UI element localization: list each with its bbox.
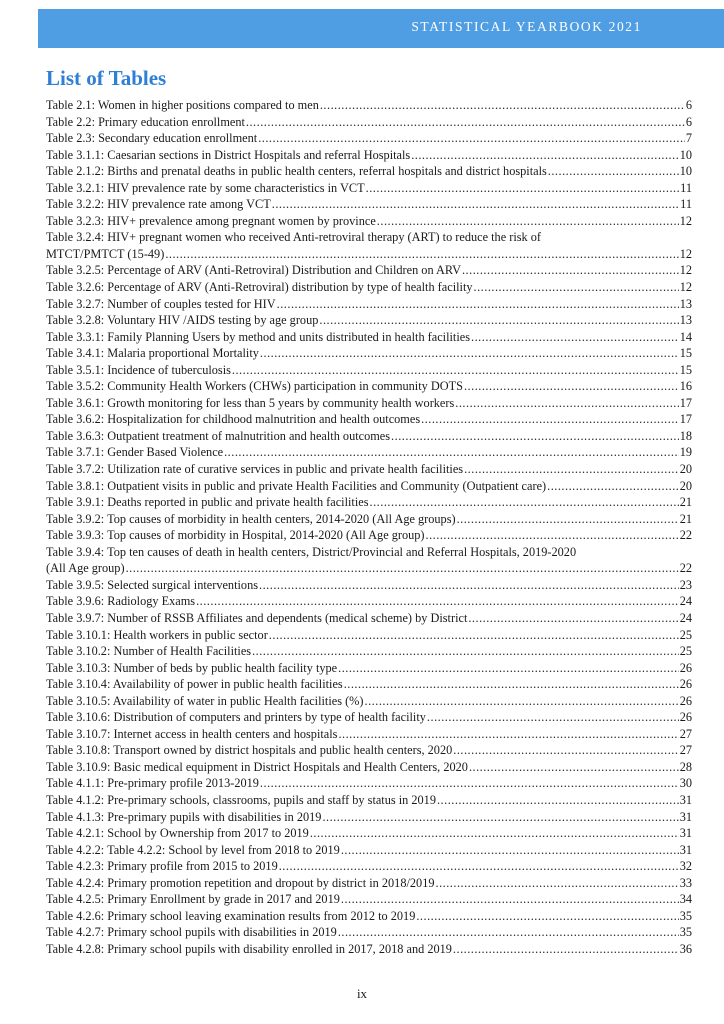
toc-entry[interactable] xyxy=(46,428,692,445)
toc-entry[interactable] xyxy=(46,130,692,147)
toc-entry-title: Table 3.4.1: Malaria proportional Mortality xyxy=(46,346,259,361)
toc-entry-page: 26 xyxy=(679,693,692,708)
toc-entry-title: Table 3.7.2: Utilization rate of curative services in public and private health facilities xyxy=(46,462,464,477)
toc-entry[interactable] xyxy=(46,825,692,842)
toc-entry-page: 31 xyxy=(679,826,692,841)
toc-entry[interactable] xyxy=(46,643,692,660)
toc-entry[interactable] xyxy=(46,279,692,296)
toc-entry-title: Table 3.10.2: Number of Health Facilities xyxy=(46,644,252,659)
toc-entry-title: Table 3.10.8: Transport owned by district hospitals and public health centers, 2020 xyxy=(46,743,453,758)
toc-entry-page: 23 xyxy=(679,577,692,592)
toc-entry-title: Table 3.9.1: Deaths reported in public and private health facilities xyxy=(46,495,369,510)
toc-entry-page: 12 xyxy=(679,213,692,228)
toc-entry[interactable] xyxy=(46,693,692,710)
toc-entry[interactable] xyxy=(46,775,692,792)
toc-entry[interactable] xyxy=(46,494,692,511)
toc-dot-leader xyxy=(411,147,679,164)
toc-entry[interactable] xyxy=(46,97,692,114)
toc-entry-title: Table 4.1.3: Pre-primary pupils with disabilities in 2019 xyxy=(46,809,322,824)
toc-entry[interactable] xyxy=(46,180,692,197)
toc-dot-leader xyxy=(338,726,678,743)
toc-entry-title: Table 3.9.5: Selected surgical interventions xyxy=(46,577,259,592)
toc-entry-page: 36 xyxy=(679,941,692,956)
toc-dot-leader xyxy=(258,130,685,147)
toc-dot-leader xyxy=(260,345,679,362)
toc-entry[interactable] xyxy=(46,742,692,759)
toc-dot-leader xyxy=(196,593,679,610)
toc-entry[interactable] xyxy=(46,924,692,941)
toc-entry-page: 22 xyxy=(679,561,692,576)
toc-entry-title: Table 3.6.2: Hospitalization for childhood malnutrition and health outcomes xyxy=(46,412,421,427)
toc-dot-leader xyxy=(341,891,679,908)
toc-entry-title: Table 4.2.1: School by Ownership from 2017 to 2019 xyxy=(46,826,309,841)
toc-entry[interactable] xyxy=(46,891,692,908)
toc-dot-leader xyxy=(548,163,679,180)
toc-entry-page: 20 xyxy=(679,462,692,477)
toc-entry-title: Table 3.8.1: Outpatient visits in public and private Health Facilities and Community (Outpatient care) xyxy=(46,478,547,493)
toc-entry-title: Table 2.2: Primary education enrollment xyxy=(46,114,245,129)
toc-entry-page: 12 xyxy=(679,280,692,295)
page-title: List of Tables xyxy=(46,66,167,90)
toc-entry-page: 35 xyxy=(679,925,692,940)
toc-entry-page: 31 xyxy=(679,792,692,807)
toc-dot-leader xyxy=(437,792,679,809)
toc-dot-leader xyxy=(310,825,679,842)
toc-entry[interactable] xyxy=(46,726,692,743)
toc-entry-title: Table 3.9.6: Radiology Exams xyxy=(46,594,196,609)
toc-entry-title: Table 3.1.1: Caesarian sections in District Hospitals and referral Hospitals xyxy=(46,147,411,162)
toc-entry-title: Table 4.2.5: Primary Enrollment by grade in 2017 and 2019 xyxy=(46,892,340,907)
toc-entry-page: 34 xyxy=(679,892,692,907)
toc-entry-title: Table 3.2.5: Percentage of ARV (Anti-Retroviral) Distribution and Children on ARV xyxy=(46,263,461,278)
toc-entry-title: Table 4.2.2: Table 4.2.2: School by level from 2018 to 2019 xyxy=(46,842,340,857)
toc-entry-page: 32 xyxy=(679,859,692,874)
toc-entry[interactable] xyxy=(46,560,692,577)
toc-entry[interactable] xyxy=(46,362,692,379)
toc-entry-title: Table 3.2.8: Voluntary HIV /AIDS testing by age group xyxy=(46,313,319,328)
toc-dot-leader xyxy=(468,610,678,627)
toc-entry[interactable] xyxy=(46,378,692,395)
toc-entry-page: 26 xyxy=(679,660,692,675)
toc-entry[interactable] xyxy=(46,461,692,478)
toc-entry-title: Table 3.5.1: Incidence of tuberculosis xyxy=(46,362,231,377)
toc-entry[interactable] xyxy=(46,809,692,826)
toc-dot-leader xyxy=(547,478,679,495)
toc-entry-page: 7 xyxy=(685,131,692,146)
toc-dot-leader xyxy=(319,312,678,329)
toc-dot-leader xyxy=(272,196,679,213)
toc-entry[interactable] xyxy=(46,941,692,958)
toc-entry-page: 24 xyxy=(679,610,692,625)
toc-dot-leader xyxy=(474,279,679,296)
toc-entry-title: Table 3.10.5: Availability of water in public Health facilities (%) xyxy=(46,693,364,708)
toc-entry-title: Table 3.10.4: Availability of power in public health facilities xyxy=(46,677,343,692)
toc-entry-page: 11 xyxy=(680,197,692,212)
toc-entry-title: Table 3.10.1: Health workers in public sector xyxy=(46,627,268,642)
toc-entry-title: Table 4.2.8: Primary school pupils with disability enrolled in 2017, 2018 and 2019 xyxy=(46,941,452,956)
toc-entry[interactable] xyxy=(46,842,692,859)
toc-entry-page: 10 xyxy=(679,147,692,162)
toc-dot-leader xyxy=(436,875,679,892)
toc-entry-page: 15 xyxy=(679,346,692,361)
toc-dot-leader xyxy=(232,362,679,379)
toc-entry-title: (All Age group) xyxy=(46,561,125,576)
toc-entry-page: 12 xyxy=(679,246,692,261)
toc-entry[interactable] xyxy=(46,163,692,180)
toc-entry[interactable] xyxy=(46,792,692,809)
table-of-contents xyxy=(46,97,692,957)
toc-entry[interactable] xyxy=(46,246,692,263)
toc-dot-leader xyxy=(427,709,679,726)
toc-dot-leader xyxy=(416,908,678,925)
toc-entry-page: 18 xyxy=(679,428,692,443)
toc-dot-leader xyxy=(469,759,679,776)
toc-entry[interactable] xyxy=(46,676,692,693)
toc-entry-title: Table 3.7.1: Gender Based Violence xyxy=(46,445,224,460)
toc-entry-page: 13 xyxy=(679,296,692,311)
toc-entry-page: 12 xyxy=(679,263,692,278)
toc-entry[interactable] xyxy=(46,114,692,131)
toc-entry-title: Table 3.10.7: Internet access in health centers and hospitals xyxy=(46,726,338,741)
toc-entry-page: 35 xyxy=(679,908,692,923)
toc-entry-page: 27 xyxy=(679,726,692,741)
toc-entry-page: 28 xyxy=(679,759,692,774)
toc-entry-first-line[interactable]: Table 3.9.4: Top ten causes of death in health centers, District/Provincial and Referral Hospitals, 2019-2020 xyxy=(46,544,577,559)
toc-entry-title: Table 3.2.7: Number of couples tested for HIV xyxy=(46,296,276,311)
toc-dot-leader xyxy=(464,378,679,395)
toc-dot-leader xyxy=(462,262,679,279)
toc-dot-leader xyxy=(391,428,679,445)
toc-entry[interactable] xyxy=(46,329,692,346)
toc-dot-leader xyxy=(453,742,678,759)
toc-entry[interactable] xyxy=(46,262,692,279)
toc-entry-page: 14 xyxy=(679,329,692,344)
toc-entry-page: 6 xyxy=(685,98,692,112)
toc-entry[interactable] xyxy=(46,858,692,875)
toc-entry-title: MTCT/PMTCT (15-49) xyxy=(46,246,165,261)
toc-entry[interactable] xyxy=(46,709,692,726)
toc-entry-title: Table 3.9.3: Top causes of morbidity in Hospital, 2014-2020 (All Age group) xyxy=(46,528,425,543)
toc-entry[interactable] xyxy=(46,511,692,528)
page-number: ix xyxy=(356,986,368,1001)
toc-entry-page: 31 xyxy=(679,842,692,857)
toc-entry-page: 13 xyxy=(679,313,692,328)
toc-entry[interactable] xyxy=(46,395,692,412)
toc-dot-leader xyxy=(279,858,679,875)
toc-entry-page: 26 xyxy=(679,677,692,692)
header-title: STATISTICAL YEARBOOK 2021 xyxy=(411,19,642,34)
toc-entry-page: 17 xyxy=(679,395,692,410)
toc-entry-page: 30 xyxy=(679,776,692,791)
toc-entry[interactable] xyxy=(46,527,692,544)
toc-dot-leader xyxy=(453,941,679,958)
toc-entry-page: 17 xyxy=(679,412,692,427)
toc-entry[interactable] xyxy=(46,610,692,627)
toc-entry-page: 21 xyxy=(679,495,692,510)
toc-dot-leader xyxy=(277,296,679,313)
toc-entry-title: Table 3.10.9: Basic medical equipment in District Hospitals and Health Centers, 2020 xyxy=(46,759,468,774)
toc-entry-page: 15 xyxy=(679,362,692,377)
toc-entry[interactable] xyxy=(46,444,692,461)
toc-entry[interactable] xyxy=(46,875,692,892)
toc-entry-title: Table 3.2.2: HIV prevalence rate among VCT xyxy=(46,197,271,212)
toc-dot-leader xyxy=(259,577,679,594)
toc-entry-page: 24 xyxy=(679,594,692,609)
toc-entry[interactable] xyxy=(46,660,692,677)
toc-entry-page: 33 xyxy=(679,875,692,890)
toc-entry-page: 16 xyxy=(679,379,692,394)
toc-dot-leader xyxy=(455,395,678,412)
toc-entry-title: Table 3.9.7: Number of RSSB Affiliates and dependents (medical scheme) by District xyxy=(46,610,468,625)
toc-dot-leader xyxy=(165,246,678,263)
toc-entry[interactable] xyxy=(46,196,692,213)
toc-entry-title: Table 4.2.7: Primary school pupils with disabilities in 2019 xyxy=(46,925,337,940)
toc-dot-leader xyxy=(421,411,679,428)
toc-dot-leader xyxy=(464,461,679,478)
toc-entry[interactable] xyxy=(46,312,692,329)
toc-entry-page: 21 xyxy=(679,511,692,526)
toc-dot-leader xyxy=(338,924,679,941)
toc-dot-leader xyxy=(224,444,679,461)
toc-entry[interactable] xyxy=(46,296,692,313)
toc-entry[interactable] xyxy=(46,759,692,776)
toc-entry-page: 11 xyxy=(680,180,692,195)
toc-dot-leader xyxy=(457,511,679,528)
toc-entry-title: Table 3.2.6: Percentage of ARV (Anti-Retroviral) distribution by type of health facility xyxy=(46,280,473,295)
toc-entry[interactable] xyxy=(46,627,692,644)
toc-dot-leader xyxy=(471,329,679,346)
toc-dot-leader xyxy=(377,213,679,230)
toc-dot-leader xyxy=(426,527,679,544)
toc-entry-title: Table 3.2.1: HIV prevalence rate by some characteristics in VCT xyxy=(46,180,365,195)
toc-entry-title: Table 3.3.1: Family Planning Users by method and units distributed in health facilities xyxy=(46,329,471,344)
toc-entry[interactable] xyxy=(46,213,692,230)
toc-entry[interactable] xyxy=(46,345,692,362)
toc-entry[interactable] xyxy=(46,577,692,594)
toc-dot-leader xyxy=(320,97,685,114)
toc-dot-leader xyxy=(252,643,679,660)
toc-entry-title: Table 3.10.6: Distribution of computers and printers by type of health facility xyxy=(46,710,426,725)
toc-entry-title: Table 3.6.1: Growth monitoring for less than 5 years by community health workers xyxy=(46,395,455,410)
toc-entry-page: 19 xyxy=(679,445,692,460)
toc-entry-page: 31 xyxy=(679,809,692,824)
toc-entry-title: Table 3.10.3: Number of beds by public health facility type xyxy=(46,660,338,675)
toc-entry-title: Table 4.2.3: Primary profile from 2015 to 2019 xyxy=(46,859,278,874)
toc-entry-title: Table 4.1.2: Pre-primary schools, classrooms, pupils and staff by status in 2019 xyxy=(46,792,436,807)
toc-entry-title: Table 2.1: Women in higher positions compared to men xyxy=(46,98,319,112)
toc-dot-leader xyxy=(246,114,685,131)
toc-entry-title: Table 2.1.2: Births and prenatal deaths in public health centers, referral hospitals and district hospitals xyxy=(46,164,547,179)
toc-dot-leader xyxy=(365,693,679,710)
toc-entry[interactable] xyxy=(46,147,692,164)
toc-dot-leader xyxy=(126,560,679,577)
toc-entry-title: Table 3.9.2: Top causes of morbidity in health centers, 2014-2020 (All Age groups) xyxy=(46,511,456,526)
toc-entry-title: Table 4.2.6: Primary school leaving examination results from 2012 to 2019 xyxy=(46,908,416,923)
toc-entry[interactable] xyxy=(46,411,692,428)
toc-entry-page: 26 xyxy=(679,710,692,725)
toc-dot-leader xyxy=(344,676,679,693)
toc-entry[interactable] xyxy=(46,908,692,925)
toc-entry-page: 25 xyxy=(679,644,692,659)
toc-dot-leader xyxy=(366,180,680,197)
toc-dot-leader xyxy=(269,627,679,644)
toc-dot-leader xyxy=(341,842,679,859)
toc-entry-title: Table 4.1.1: Pre-primary profile 2013-2019 xyxy=(46,776,259,791)
toc-entry-page: 22 xyxy=(679,528,692,543)
toc-entry-title: Table 3.6.3: Outpatient treatment of malnutrition and health outcomes xyxy=(46,428,391,443)
toc-entry-title: Table 2.3: Secondary education enrollment xyxy=(46,131,258,146)
toc-entry-title: Table 3.2.3: HIV+ prevalence among pregnant women by province xyxy=(46,213,376,228)
toc-entry[interactable] xyxy=(46,593,692,610)
toc-entry-page: 10 xyxy=(679,164,692,179)
toc-entry-first-line[interactable]: Table 3.2.4: HIV+ pregnant women who received Anti-retroviral therapy (ART) to reduce the risk of xyxy=(46,230,541,245)
toc-entry[interactable] xyxy=(46,478,692,495)
toc-entry-title: Table 3.5.2: Community Health Workers (CHWs) participation in community DOTS xyxy=(46,379,463,394)
toc-entry-page: 25 xyxy=(679,627,692,642)
toc-entry-page: 27 xyxy=(679,743,692,758)
toc-dot-leader xyxy=(322,809,678,826)
toc-dot-leader xyxy=(260,775,679,792)
toc-dot-leader xyxy=(338,660,679,677)
toc-entry-page: 20 xyxy=(679,478,692,493)
toc-entry-title: Table 4.2.4: Primary promotion repetition and dropout by district in 2018/2019 xyxy=(46,875,435,890)
toc-entry-page: 6 xyxy=(685,114,692,129)
toc-dot-leader xyxy=(370,494,679,511)
header-bar xyxy=(38,9,724,48)
